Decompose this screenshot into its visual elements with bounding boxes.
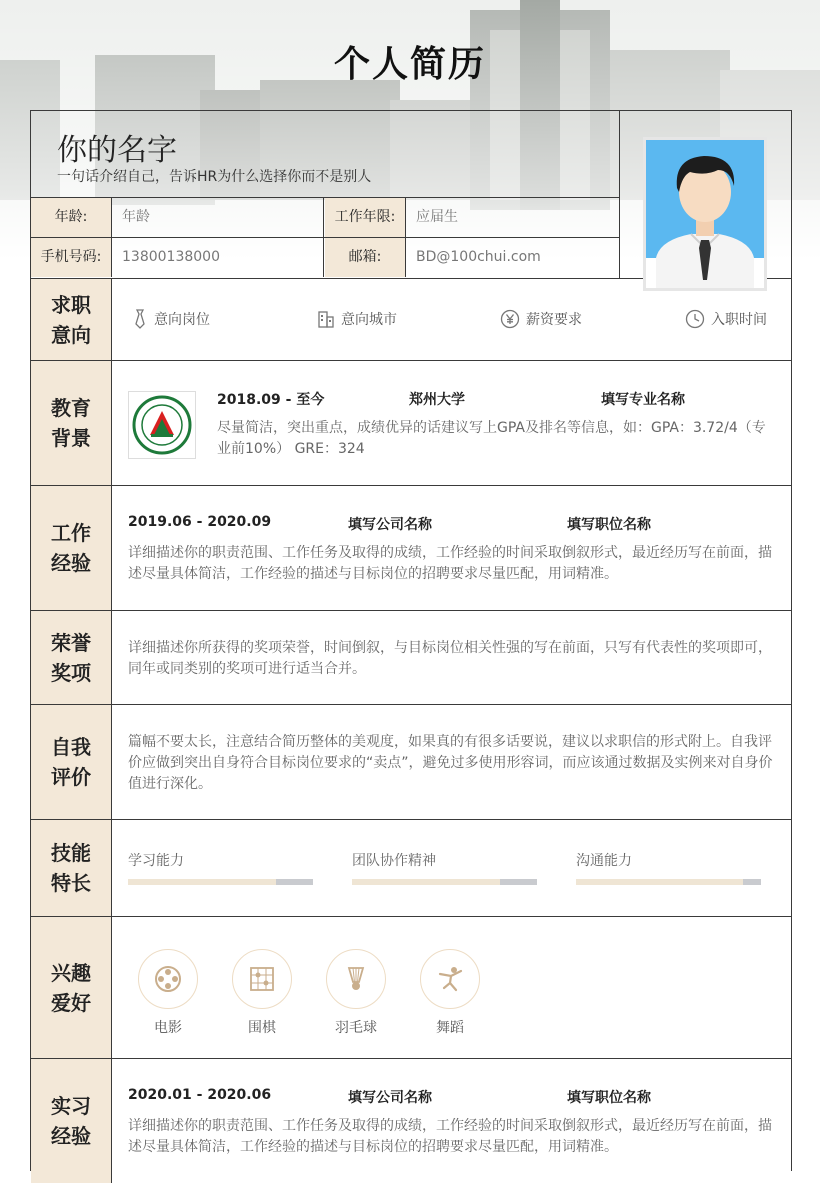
- work-description: 详细描述你的职责范围、工作任务及取得的成绩，工作经验的时间采取倒叙形式，最近经历写在前面，描述尽量具体简洁，工作经验的描述与目标岗位的招聘要求尽量匹配，用词精准。: [128, 545, 772, 582]
- education-period: 2018.09 - 至今: [217, 392, 325, 408]
- clock-icon: [685, 309, 705, 329]
- education-label: 教育背景: [51, 396, 91, 450]
- skill-bar-fill: [352, 879, 500, 885]
- name-area: [31, 111, 620, 198]
- phone-value: 13800138000: [112, 238, 324, 277]
- page-title: 个人简历: [333, 44, 486, 85]
- intent-item-position: [132, 279, 210, 359]
- go-board-icon: [247, 964, 277, 994]
- skill-name: 沟通能力: [576, 853, 632, 869]
- work-company: 填写公司名称: [348, 517, 432, 533]
- resume-table: [30, 110, 792, 1171]
- resume-header: [31, 111, 791, 279]
- section-body: [112, 486, 791, 610]
- hobby-label: 舞蹈: [436, 1020, 464, 1036]
- internship-label: 实习经验: [51, 1094, 91, 1148]
- tie-icon: [132, 309, 148, 329]
- hobby-item: [138, 949, 198, 1037]
- education-major: 填写专业名称: [601, 392, 685, 408]
- work-label: 工作经验: [51, 521, 91, 575]
- intent-item-city: [317, 279, 397, 359]
- avatar: [643, 137, 767, 291]
- section-body: [112, 820, 791, 916]
- internship-company: 填写公司名称: [348, 1090, 432, 1106]
- hobby-icon-circle: [138, 949, 198, 1009]
- self-label: 自我评价: [51, 735, 91, 789]
- section-honors: [31, 611, 791, 705]
- section-label: [31, 820, 112, 916]
- skill-bar: [352, 879, 537, 885]
- info-row: [31, 238, 619, 277]
- hobby-label: 电影: [154, 1020, 182, 1036]
- hobby-item: [420, 949, 480, 1037]
- yen-icon: [500, 309, 520, 329]
- hobby-icon-circle: [420, 949, 480, 1009]
- internship-description: 详细描述你的职责范围、工作任务及取得的成绩，工作经验的时间采取倒叙形式，最近经历写在前面，描述尽量具体简洁，工作经验的描述与目标岗位的招聘要求尽量匹配，用词精准。: [128, 1118, 772, 1155]
- candidate-name: 你的名字: [57, 133, 177, 168]
- section-label: [31, 705, 112, 819]
- education-school: 郑州大学: [409, 392, 465, 408]
- phone-label: 手机号码:: [31, 238, 112, 277]
- basic-info-grid: [31, 198, 620, 278]
- skill-bar-fill: [128, 879, 276, 885]
- section-body: [112, 611, 791, 704]
- intent-label: 求职意向: [51, 292, 91, 347]
- section-work: [31, 486, 791, 611]
- hobby-icon-circle: [232, 949, 292, 1009]
- section-skills: [31, 820, 791, 917]
- hobby-item: [232, 949, 292, 1037]
- age-value: 年龄: [112, 198, 324, 237]
- internship-period: 2020.01 - 2020.06: [128, 1087, 272, 1103]
- hobbies-label: 兴趣爱好: [51, 960, 91, 1015]
- section-self-evaluation: [31, 705, 791, 820]
- work-position: 填写职位名称: [567, 517, 651, 533]
- intent-start-label: 入职时间: [711, 312, 767, 328]
- hobby-icon-circle: [326, 949, 386, 1009]
- skill-bar: [576, 879, 761, 885]
- email-value: BD@100chui.com: [416, 249, 541, 265]
- self-description: 篇幅不要太长，注意结合简历整体的美观度，如果真的有很多话要说，建议以求职信的形式附上。自我评价应做到突出自身符合目标岗位要求的“卖点”，避免过多使用形容词，而应该通过数据及实例来对自身价值进行深化。: [128, 734, 773, 792]
- honors-label: 荣誉奖项: [51, 630, 91, 685]
- section-label: [31, 611, 112, 704]
- skills-label: 技能特长: [51, 841, 91, 895]
- info-row: [31, 198, 619, 238]
- hobby-label: 羽毛球: [335, 1020, 377, 1036]
- hobby-label: 围棋: [248, 1020, 276, 1036]
- section-label: [31, 917, 112, 1058]
- skill-name: 团队协作精神: [352, 853, 436, 869]
- section-label: [31, 279, 112, 360]
- intent-salary-label: 薪资要求: [526, 312, 582, 328]
- section-internship: [31, 1059, 791, 1183]
- skill-name: 学习能力: [128, 853, 184, 869]
- section-label: [31, 1059, 112, 1183]
- years-value: 应届生: [416, 209, 458, 225]
- candidate-intro: 一句话介绍自己，告诉HR为什么选择你而不是别人: [57, 169, 372, 185]
- university-logo: [128, 391, 196, 459]
- skill-bar: [128, 879, 313, 885]
- work-period: 2019.06 - 2020.09: [128, 514, 272, 530]
- age-label: 年龄:: [31, 198, 112, 237]
- dancer-icon: [435, 964, 465, 994]
- section-body: [112, 705, 791, 819]
- building-icon: [317, 310, 335, 328]
- section-body: [112, 917, 791, 1058]
- section-education: [31, 361, 791, 486]
- shuttlecock-icon: [341, 964, 371, 994]
- skill-bar-fill: [576, 879, 743, 885]
- section-label: [31, 361, 112, 485]
- education-description: 尽量简洁，突出重点，成绩优异的话建议写上GPA及排名等信息，如：GPA：3.72/4（专业前10%） GRE：324: [217, 420, 766, 457]
- avatar-illustration-icon: [646, 140, 764, 288]
- film-reel-icon: [153, 964, 183, 994]
- intent-position-label: 意向岗位: [154, 312, 210, 328]
- section-label: [31, 486, 112, 610]
- hobby-item: [326, 949, 386, 1037]
- section-body: [112, 1059, 791, 1183]
- years-label: 工作年限:: [325, 198, 406, 237]
- intent-item-salary: [500, 279, 582, 359]
- intent-city-label: 意向城市: [341, 312, 397, 328]
- section-hobbies: [31, 917, 791, 1059]
- honors-description: 详细描述你所获得的奖项荣誉，时间倒叙，与目标岗位相关性强的写在前面，只写有代表性的奖项即可，同年或同类别的奖项可进行适当合并。: [128, 640, 772, 677]
- internship-position: 填写职位名称: [567, 1090, 651, 1106]
- email-label: 邮箱:: [325, 238, 406, 277]
- section-body: [112, 361, 791, 485]
